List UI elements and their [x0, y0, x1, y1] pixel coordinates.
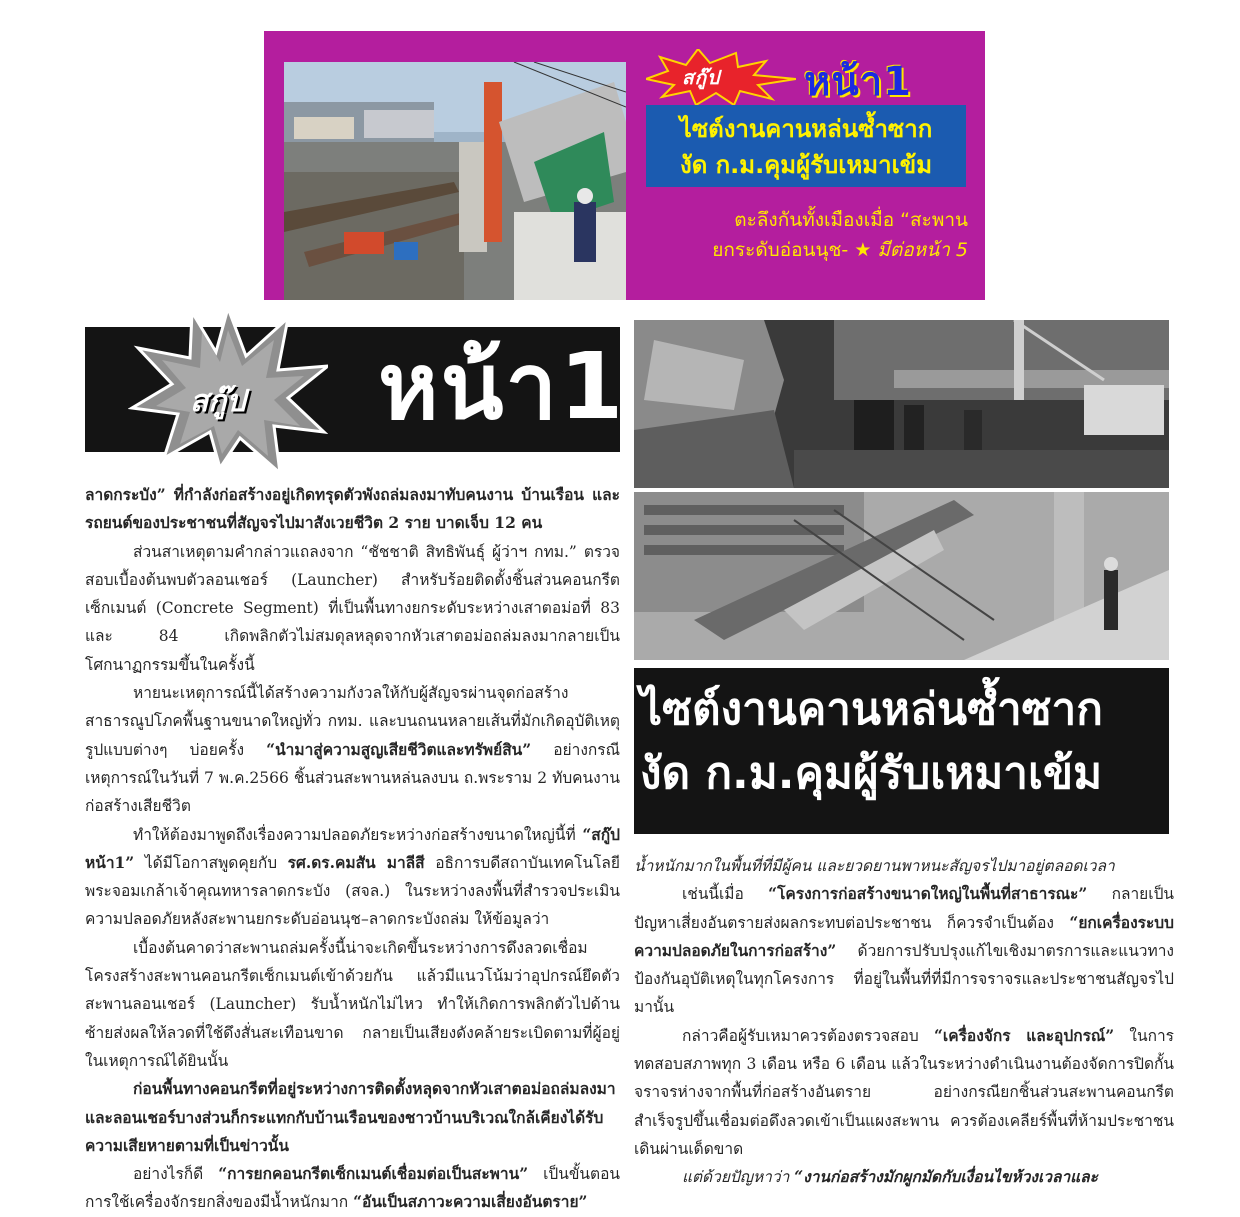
teaser-logo — [646, 49, 968, 105]
article-paragraph — [634, 880, 1174, 1021]
article-paragraph — [85, 821, 620, 934]
article-paragraph — [634, 1163, 1174, 1191]
teaser-logo-scoop: สกู๊ป — [682, 67, 721, 89]
text-run-bold: รศ.ดร.คมสัน มาลีสี — [287, 852, 425, 872]
text-run-bold: “อันเป็นสภาวะความเสี่ยงอันตราย” — [353, 1192, 588, 1212]
banner-scoop: สกู๊ป — [190, 384, 246, 419]
article-left-column — [85, 481, 620, 1217]
teaser-lead — [646, 205, 968, 265]
article-paragraph — [85, 679, 620, 820]
text-run-bold: “สกู๊ปหน้า1” — [85, 824, 620, 872]
article-paragraph: น้ำหนักมากในพื้นที่ที่มีผู้คน และยวดยานพาหนะสัญจรไปมาอยู่ตลอดเวลา — [634, 857, 1115, 875]
text-run: ได้มีโอกาสพูดคุยกับ — [134, 853, 288, 872]
teaser-headline-line1: ไซต์งานคานหล่นซ้ำซาก — [679, 115, 933, 143]
text-run: เป็นขั้นตอนการใช้เครื่องจักรยกสิ่งของมีน้ำหนักมาก — [85, 1165, 620, 1212]
photo-collage-image — [634, 320, 1169, 660]
article-paragraph: ส่วนสาเหตุตามคำกล่าวแถลงจาก “ชัชชาติ สิทธิพันธุ์ ผู้ว่าฯ กทม.” ตรวจสอบเบื้องต้นพบตัวลอนเชอร์ (Launcher) สำหรับร้อยติดตั้งชิ้นส่วนคอนกรีตเซ็กเมนต์ (Concrete Segment) ที่เป็นพื้นทางยกระดับระหว่างเสาตอม่อที่ 83 และ 84 เกิดพลิกตัวไม่สมดุลหลุดจากหัวเสาตอม่อถล่มลงมากลายเป็นโศกนาฏกรรมขึ้นในครั้งนี้ — [85, 542, 620, 674]
text-run-bold: “เครื่องจักร และอุปกรณ์” — [933, 1025, 1115, 1045]
teaser-photo-image — [284, 62, 626, 300]
teaser-lead-line2-text: ยกระดับอ่อนนุช- — [712, 239, 849, 261]
text-run: หายนะเหตุการณ์นี้ได้สร้างความกังวลให้กับผู้สัญจรผ่านจุดก่อสร้างสาธารณูปโภคพื้นฐานขนาดใหญ่ทั่ว กทม. และบนถนนหลายเส้นที่มักเกิดอุบัติเหตุรูปแบบต่างๆ บ่อยครั้ง — [85, 684, 620, 759]
article-paragraph: เบื้องต้นคาดว่าสะพานถล่มครั้งนี้น่าจะเกิดขึ้นระหว่างการดึงลวดเชื่อมโครงสร้างสะพานคอนกรีตเซ็กเมนต์เข้าด้วยกัน แล้วมีแนวโน้มว่าอุปกรณ์ยึดตัวสะพานลอนเชอร์ (Launcher) รับน้ำหนักไม่ไหว ทำให้เกิดการพลิกตัวไปด้านซ้ายส่งผลให้ลวดที่ใช้ดึงสั่นสะเทือนขาด กลายเป็นเสียงดังคล้ายระเบิดตามที่ผู้อยู่ในเหตุการณ์ได้ยินนั้น — [85, 938, 620, 1070]
article-paragraph: ก่อนพื้นทางคอนกรีตที่อยู่ระหว่างการติดตั้งหลุดจากหัวเสาตอม่อถล่มลงมาและลอนเชอร์บางส่วนก็กระแทกกับบ้านเรือนของชาวบ้านบริเวณใกล้เคียงได้รับความเสียหายตามที่เป็นข่าวนั้น — [85, 1079, 616, 1155]
text-run: แต่ด้วยปัญหาว่า — [682, 1168, 795, 1187]
main-headline — [634, 668, 1169, 834]
text-run: อธิการบดีสถาบันเทคโนโลยีพระจอมเกล้าเจ้าคุณทหารลาดกระบัง (สจล.) ในระหว่างลงพื้นที่สำรวจประเมินความปลอดภัยหลังสะพานยกระดับอ่อนนุช–ลาดกระบังถล่ม ให้ข้อมูลว่า — [85, 853, 620, 929]
text-run-bold: “นำมาสู่ความสูญเสียชีวิตและทรัพย์สิน” — [266, 739, 532, 759]
text-run-bold: “การยกคอนกรีตเซ็กเมนต์เชื่อมต่อเป็นสะพาน” — [218, 1164, 529, 1184]
teaser-photo — [284, 62, 626, 300]
continue-link[interactable]: มีต่อหน้า 5 — [877, 239, 968, 261]
teaser-headline-line2: งัด ก.ม.คุมผู้รับเหมาเข้ม — [679, 151, 933, 179]
article-paragraph — [85, 1160, 620, 1217]
text-run: กล่าวคือผู้รับเหมาควรต้องตรวจสอบ — [682, 1026, 934, 1045]
teaser-box — [264, 31, 985, 300]
teaser-headline — [646, 105, 966, 187]
text-run: ด้วยการปรับปรุงแก้ไขเชิงมาตรการและแนวทางป้องกันอุบัติเหตุในทุกโครงการ ที่อยู่ในพื้นที่ที่มีการจราจรและประชาชนสัญจรไปมานั้น — [634, 941, 1174, 1017]
star-icon: ★ — [854, 239, 872, 261]
starburst-icon — [646, 49, 796, 105]
teaser-logo-page1: หน้า1 — [804, 59, 913, 105]
main-headline-line2: งัด ก.ม.คุมผู้รับเหมาเข้ม — [640, 748, 1103, 799]
text-run: กลายเป็นปัญหาเสี่ยงอันตรายส่งผลกระทบต่อประชาชน ก็ควรจำเป็นต้อง — [634, 885, 1174, 932]
photo-collage — [634, 320, 1169, 660]
text-run: อย่างไรก็ดี — [133, 1165, 219, 1184]
article-paragraph — [634, 1022, 1174, 1163]
article-right-column — [634, 852, 1174, 1192]
teaser-lead-line1: ตะลึงกันทั้งเมืองเมื่อ “สะพาน — [734, 209, 968, 231]
banner-page1: หน้า1 — [378, 333, 626, 440]
text-run: ในการทดสอบสภาพทุก 3 เดือน หรือ 6 เดือน แล้วในระหว่างดำเนินงานต้องจัดการปิดกั้นจราจรห่างจากพื้นที่ก่อสร้างอันตราย อย่างกรณียกชิ้นส่วนสะพานคอนกรีตสำเร็จรูปขึ้นเชื่อมต่อดึงลวดเข้าเป็นแผงสะพาน ควรต้องเคลียร์พื้นที่ห้ามประชาชนเดินผ่านเด็ดขาด — [634, 1026, 1174, 1158]
text-run: อย่างกรณีเหตุการณ์ในวันที่ 7 พ.ค.2566 ชิ้นส่วนสะพานหล่นลงบน ถ.พระราม 2 ทับคนงานก่อสร้างเสียชีวิต — [85, 740, 621, 816]
text-run: เช่นนี้เมื่อ — [682, 885, 769, 904]
text-run-bold: “งานก่อสร้างมักผูกมัดกับเงื่อนไขห้วงเวลาและ — [794, 1167, 1098, 1187]
teaser-lead-line2 — [646, 235, 968, 265]
main-headline-line1: ไซต์งานคานหล่นซ้ำซาก — [640, 684, 1103, 735]
text-run-bold: “โครงการก่อสร้างขนาดใหญ่ในพื้นที่สาธารณะ” — [768, 884, 1088, 904]
article-paragraph: ลาดกระบัง” ที่กำลังก่อสร้างอยู่เกิดทรุดตัวพังถล่มลงมาทับคนงาน บ้านเรือน และรถยนต์ของประชาชนที่สัญจรไปมาสังเวยชีวิต 2 ราย บาดเจ็บ 12 คน — [85, 485, 620, 533]
text-run-bold: “ยกเครื่องระบบความปลอดภัยในการก่อสร้าง” — [634, 912, 1174, 960]
text-run: ทำให้ต้องมาพูดถึงเรื่องความปลอดภัยระหว่างก่อสร้างขนาดใหญ่นี้ที่ — [133, 825, 583, 844]
